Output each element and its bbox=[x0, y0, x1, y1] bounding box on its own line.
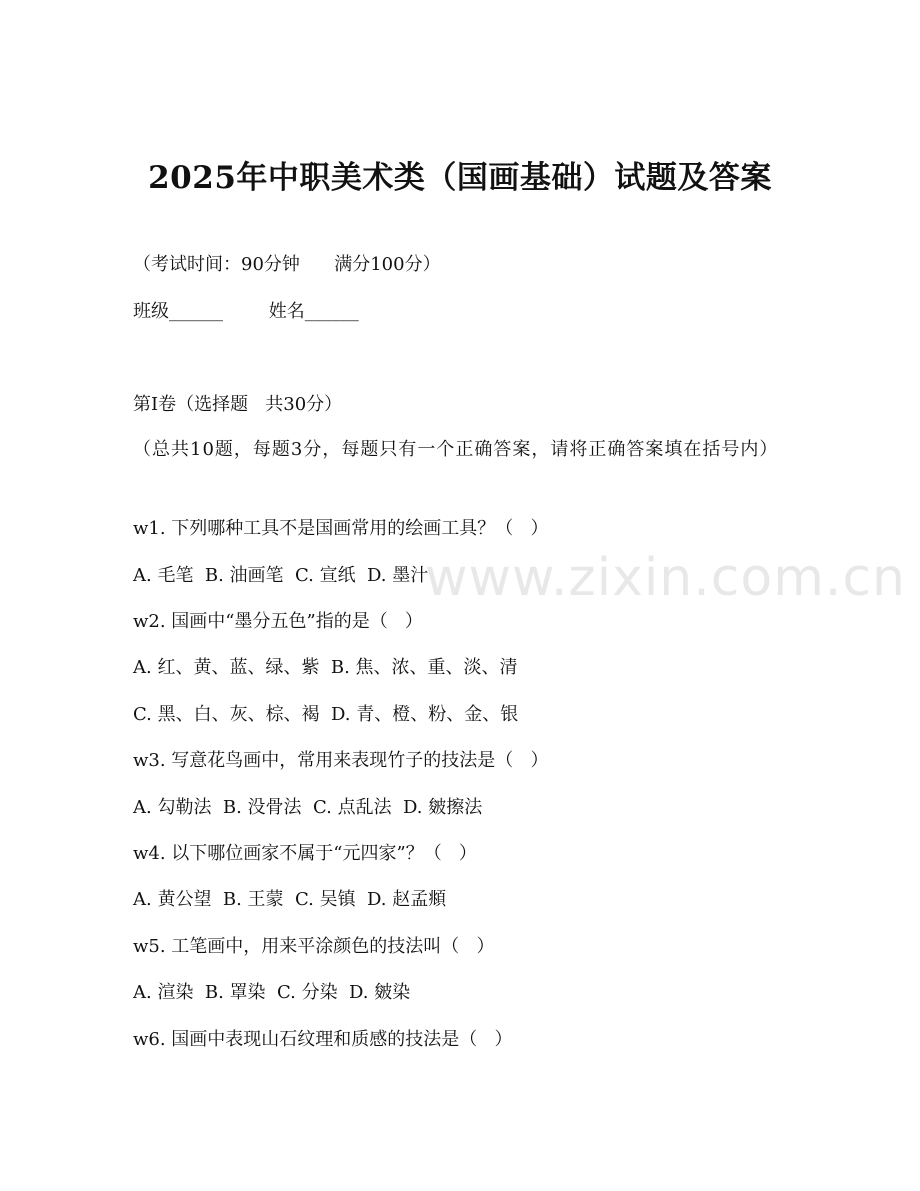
question-2-options-line-2: C. 黑、白、灰、棕、褐 D. 青、橙、粉、金、银 bbox=[133, 704, 519, 725]
student-fields: 班级______ 姓名______ bbox=[133, 301, 359, 322]
question-3-options: A. 勾勒法 B. 没骨法 C. 点乱法 D. 皴擦法 bbox=[133, 797, 483, 818]
section-title: 第I卷（选择题 共30分） bbox=[133, 394, 343, 415]
question-6-stem: w6. 国画中表现山石纹理和质感的技法是（ ） bbox=[133, 1029, 513, 1050]
question-2-options-line-1: A. 红、黄、蓝、绿、紫 B. 焦、浓、重、淡、清 bbox=[133, 657, 518, 678]
question-5-options: A. 渲染 B. 罩染 C. 分染 D. 皴染 bbox=[133, 982, 411, 1003]
question-3-stem: w3. 写意花鸟画中，常用来表现竹子的技法是（ ） bbox=[133, 750, 549, 771]
section-instructions: （总共10题，每题3分，每题只有一个正确答案，请将正确答案填在括号内） bbox=[133, 439, 779, 460]
question-1-stem: w1. 下列哪种工具不是国画常用的绘画工具？（ ） bbox=[133, 518, 549, 539]
document-title: 2025年中职美术类（国画基础）试题及答案 bbox=[148, 160, 772, 196]
question-5-stem: w5. 工笔画中，用来平涂颜色的技法叫（ ） bbox=[133, 936, 495, 957]
question-1-options: A. 毛笔 B. 油画笔 C. 宣纸 D. 墨汁 bbox=[133, 565, 429, 586]
exam-info: （考试时间：90分钟 满分100分） bbox=[133, 254, 441, 275]
question-2-stem: w2. 国画中“墨分五色”指的是（ ） bbox=[133, 611, 423, 632]
question-4-stem: w4. 以下哪位画家不属于“元四家”？（ ） bbox=[133, 843, 477, 864]
watermark: www.zixin.com.cn bbox=[425, 548, 906, 608]
question-4-options: A. 黄公望 B. 王蒙 C. 吴镇 D. 赵孟頫 bbox=[133, 889, 447, 910]
